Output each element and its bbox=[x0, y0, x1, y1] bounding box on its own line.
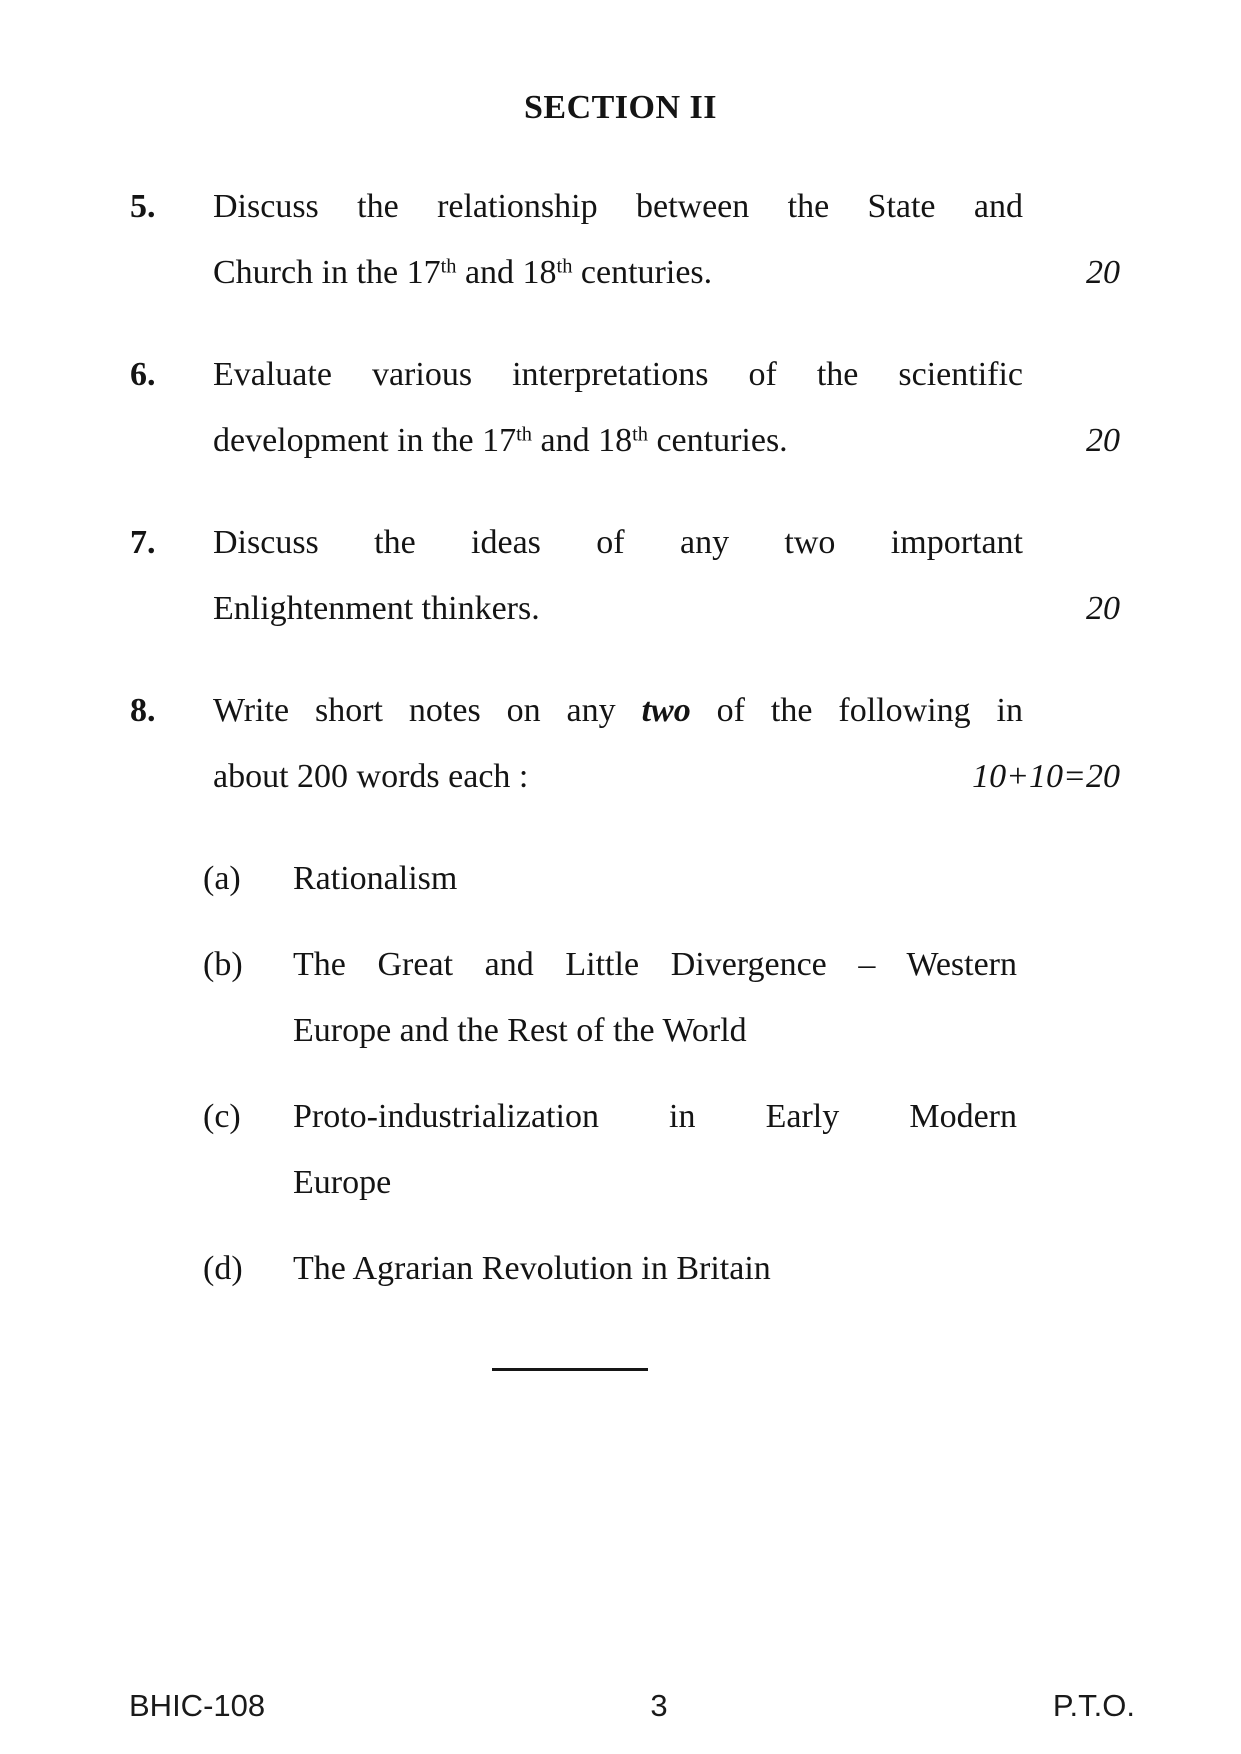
superscript-text: th bbox=[440, 255, 457, 278]
question-line bbox=[213, 744, 1023, 810]
marks-label: 20 bbox=[1086, 422, 1120, 459]
text-segment: centuries. bbox=[647, 422, 788, 459]
page-number: 3 bbox=[650, 1688, 668, 1723]
question-number: 7. bbox=[130, 524, 156, 561]
question-number: 8. bbox=[130, 692, 156, 729]
subitem-label: (c) bbox=[203, 1098, 241, 1135]
question-line bbox=[213, 174, 1023, 240]
text-segment: development in the 17 bbox=[213, 422, 517, 459]
page-footer bbox=[129, 1688, 1135, 1724]
text-segment: and 18 bbox=[531, 422, 633, 459]
superscript-text: th bbox=[556, 255, 573, 278]
section-heading: SECTION II bbox=[523, 89, 717, 126]
text-segment: of the following in bbox=[690, 692, 1023, 729]
question-line bbox=[213, 342, 1023, 408]
subitem-line bbox=[293, 998, 1017, 1064]
text-segment: Evaluate various interpretations of the scientific bbox=[213, 356, 1023, 393]
subitem-text bbox=[293, 1084, 1017, 1216]
text-segment: Europe and the Rest of the World bbox=[293, 1012, 747, 1049]
marks-label: 20 bbox=[1086, 254, 1120, 291]
question-text bbox=[213, 174, 1120, 306]
question-line bbox=[213, 510, 1023, 576]
text-segment: Europe bbox=[293, 1164, 392, 1201]
text-segment: and 18 bbox=[456, 254, 557, 291]
emphasized-text: two bbox=[641, 692, 691, 729]
question-line bbox=[213, 678, 1023, 744]
question-body bbox=[213, 174, 1120, 306]
subitem-list bbox=[203, 846, 1023, 1302]
text-segment: Discuss the relationship between the State and bbox=[213, 188, 1023, 225]
subitem-label: (b) bbox=[203, 946, 243, 983]
question-text bbox=[213, 342, 1120, 474]
subitem-label: (a) bbox=[203, 860, 241, 897]
subitem-row bbox=[203, 1236, 1023, 1302]
subitem-row bbox=[203, 1084, 1023, 1216]
end-of-paper-rule bbox=[492, 1368, 648, 1371]
question-row bbox=[0, 510, 1241, 642]
marks-label: 10+10=20 bbox=[972, 758, 1120, 795]
question-text bbox=[213, 510, 1120, 642]
superscript-text: th bbox=[516, 423, 532, 446]
question-line bbox=[213, 576, 1023, 642]
text-segment: Church in the 17 bbox=[213, 254, 441, 291]
question-row bbox=[0, 342, 1241, 474]
text-segment: The Agrarian Revolution in Britain bbox=[293, 1250, 771, 1287]
subitem-row bbox=[203, 846, 1023, 912]
question-text bbox=[213, 678, 1120, 810]
question-number: 5. bbox=[130, 188, 156, 225]
subitem-line bbox=[293, 1236, 1017, 1302]
superscript-text: th bbox=[632, 423, 648, 446]
text-segment: about 200 words each : bbox=[213, 758, 529, 795]
question-body bbox=[213, 342, 1120, 474]
question-row bbox=[0, 678, 1241, 1322]
text-segment: Proto-industrialization in Early Modern bbox=[293, 1098, 1017, 1135]
subitem-row bbox=[203, 932, 1023, 1064]
question-body bbox=[203, 678, 1120, 1322]
subitem-line bbox=[293, 1150, 1017, 1216]
subitem-line bbox=[293, 932, 1017, 998]
text-segment: Rationalism bbox=[293, 860, 458, 897]
text-segment: Discuss the ideas of any two important bbox=[213, 524, 1023, 561]
question-line bbox=[213, 408, 1023, 474]
subitem-text bbox=[293, 846, 1017, 912]
subitem-text bbox=[293, 932, 1017, 1064]
marks-label: 20 bbox=[1086, 590, 1120, 627]
question-row bbox=[0, 174, 1241, 306]
text-segment: centuries. bbox=[572, 254, 713, 291]
pto-label: P.T.O. bbox=[1052, 1688, 1135, 1723]
subitem-text bbox=[293, 1236, 1017, 1302]
text-segment: The Great and Little Divergence – Western bbox=[293, 946, 1017, 983]
question-line bbox=[213, 240, 1023, 306]
subitem-line bbox=[293, 1084, 1017, 1150]
subitem-line bbox=[293, 846, 1017, 912]
text-segment: Write short notes on any bbox=[213, 692, 642, 729]
question-list bbox=[0, 174, 1241, 1322]
text-segment: Enlightenment thinkers. bbox=[213, 590, 540, 627]
question-number: 6. bbox=[130, 356, 156, 393]
subitem-label: (d) bbox=[203, 1250, 243, 1287]
question-body bbox=[213, 510, 1120, 642]
paper-code: BHIC-108 bbox=[129, 1688, 266, 1723]
